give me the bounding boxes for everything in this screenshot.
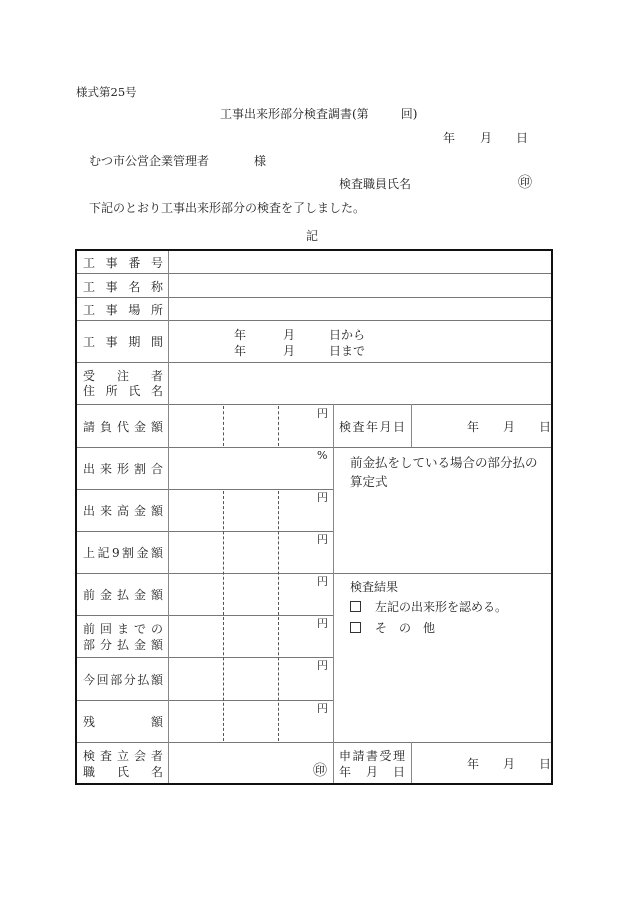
formula-note-line1: 前金払をしている場合の部分払の [350, 455, 538, 470]
label-advance-payment: 前 金 払 金 額 [83, 588, 163, 602]
label-contract-amount: 請 負 代 金 額 [83, 420, 163, 434]
result-title: 検査結果 [350, 580, 399, 594]
label-construction-period: 工 事 期 間 [83, 335, 163, 349]
label-contractor-line1: 受 注 者 [83, 369, 163, 383]
honorific: 様 [254, 154, 267, 168]
label-balance: 残 額 [83, 715, 163, 729]
digit-separator [223, 406, 224, 446]
period-to-day: 日まで [329, 344, 366, 358]
row-divider [77, 362, 551, 363]
yen-unit: 円 [317, 533, 328, 546]
checkbox-icon[interactable] [350, 622, 361, 633]
digit-separator [278, 406, 279, 446]
inspection-date-day: 日 [539, 420, 552, 434]
label-current-partial: 今 回 部 分 払 額 [83, 673, 163, 687]
inspection-date-label: 検 査 年 月 日 [339, 420, 405, 434]
date-day: 日 [516, 131, 529, 145]
form-number: 様式第25号 [76, 85, 137, 99]
date-column-divider [411, 404, 412, 447]
row-divider [77, 447, 551, 448]
yen-unit: 円 [317, 702, 328, 715]
application-received-label-line1: 申 請 書 受 理 [339, 749, 405, 763]
label-column-divider [168, 251, 169, 783]
row-divider [77, 297, 551, 298]
yen-unit: 円 [317, 575, 328, 588]
title-suffix: 回) [400, 107, 418, 121]
digit-separator [278, 491, 279, 741]
checkbox-icon[interactable] [350, 601, 361, 612]
label-witness-line2: 職 氏 名 [83, 765, 163, 779]
row-divider [77, 573, 551, 574]
label-construction-number: 工 事 番 号 [83, 256, 163, 270]
digit-separator [223, 491, 224, 741]
row-divider [77, 320, 551, 321]
period-to-year: 年 [234, 344, 247, 358]
period-from-day: 日から [329, 328, 366, 342]
date-column-divider [411, 742, 412, 783]
application-date-year: 年 [467, 757, 480, 771]
row-divider [77, 657, 333, 658]
row-divider [77, 273, 551, 274]
period-to-month: 月 [283, 344, 296, 358]
label-witness-line1: 検 査 立 会 者 [83, 749, 163, 763]
row-divider [77, 489, 333, 490]
title-prefix: 工事出来形部分検査調書(第 [220, 107, 369, 121]
inspection-date-month: 月 [503, 420, 516, 434]
label-construction-name: 工 事 名 称 [83, 280, 163, 294]
row-divider [77, 404, 551, 405]
label-progress-ratio: 出 来 形 割 合 [83, 462, 163, 476]
percent-unit: % [317, 449, 328, 462]
row-divider [77, 531, 333, 532]
yen-unit: 円 [317, 491, 328, 504]
label-previous-partial-line1: 前 回 ま で の [83, 622, 163, 636]
label-progress-amount: 出 来 高 金 額 [83, 504, 163, 518]
witness-seal-icon: ㊞ [313, 763, 327, 779]
application-received-label-line2: 年 月 日 [339, 765, 405, 779]
formula-note-line2: 算定式 [350, 474, 388, 489]
application-date-day: 日 [539, 757, 552, 771]
yen-unit: 円 [317, 617, 328, 630]
statement: 下記のとおり工事出来形部分の検査を了しました。 [89, 201, 366, 215]
application-date-month: 月 [503, 757, 516, 771]
amount-column-divider [333, 404, 334, 783]
ki-heading: 記 [306, 229, 319, 243]
row-divider [77, 615, 333, 616]
row-divider [77, 700, 333, 701]
inspection-date-year: 年 [467, 420, 480, 434]
date-year: 年 [443, 131, 456, 145]
yen-unit: 円 [317, 407, 328, 420]
period-from-month: 月 [283, 328, 296, 342]
label-previous-partial-line2: 部 分 払 金 額 [83, 638, 163, 652]
label-ninety-percent-amount: 上 記 9 割 金 額 [83, 546, 163, 560]
row-divider [77, 742, 551, 743]
seal-icon: ㊞ [518, 175, 532, 191]
inspector-name-label: 検査職員氏名 [339, 177, 412, 191]
result-option-other[interactable]: そ の 他 [350, 622, 435, 634]
period-from-year: 年 [234, 328, 247, 342]
document-title [220, 108, 417, 120]
addressee: むつ市公営企業管理者 [89, 154, 210, 168]
inspection-table [75, 249, 553, 785]
yen-unit: 円 [317, 659, 328, 672]
label-construction-site: 工 事 場 所 [83, 303, 163, 317]
date-month: 月 [480, 131, 493, 145]
label-contractor-line2: 住 所 氏 名 [83, 384, 163, 398]
result-option-approve[interactable]: 左記の出来形を認める。 [350, 601, 507, 613]
